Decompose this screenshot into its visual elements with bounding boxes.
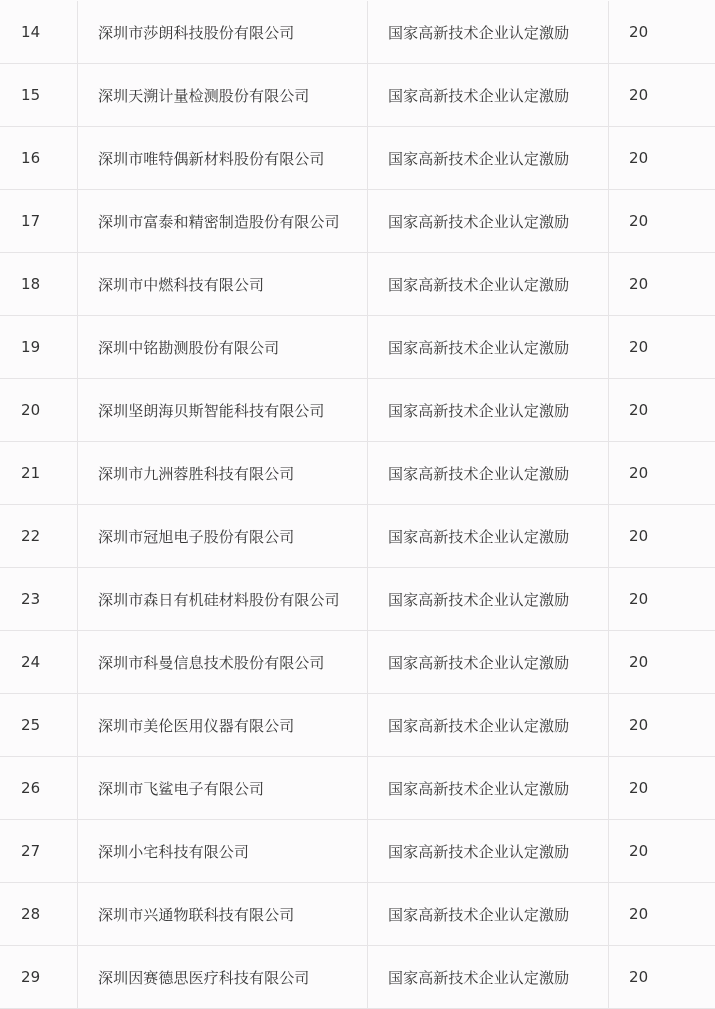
company-name-cell: 深圳市九洲蓉胜科技有限公司 [77, 442, 367, 504]
table-row [0, 1, 715, 64]
company-name-cell: 深圳因赛德思医疗科技有限公司 [77, 946, 367, 1008]
table-row [0, 757, 715, 820]
company-name-cell: 深圳中铭勘测股份有限公司 [77, 316, 367, 378]
row-number-cell: 23 [21, 590, 41, 608]
table-row [0, 64, 715, 127]
award-reason-cell: 国家高新技术企业认定激励 [367, 379, 608, 441]
award-reason-cell: 国家高新技术企业认定激励 [367, 946, 608, 1008]
amount-cell: 20 [608, 379, 715, 441]
row-number-cell: 22 [21, 527, 41, 545]
company-name-cell: 深圳天溯计量检测股份有限公司 [77, 64, 367, 126]
amount-cell: 20 [608, 190, 715, 252]
table-row [0, 442, 715, 505]
award-reason-cell: 国家高新技术企业认定激励 [367, 316, 608, 378]
company-name-cell: 深圳坚朗海贝斯智能科技有限公司 [77, 379, 367, 441]
award-reason-cell: 国家高新技术企业认定激励 [367, 190, 608, 252]
amount-cell: 20 [608, 694, 715, 756]
table-row [0, 820, 715, 883]
row-number-cell: 18 [21, 275, 41, 293]
award-reason-cell: 国家高新技术企业认定激励 [367, 1, 608, 63]
table-row [0, 946, 715, 1009]
row-number-cell: 15 [21, 86, 41, 104]
table-row [0, 505, 715, 568]
company-name-cell: 深圳市兴通物联科技有限公司 [77, 883, 367, 945]
amount-cell: 20 [608, 757, 715, 819]
amount-cell: 20 [608, 946, 715, 1008]
amount-cell: 20 [608, 505, 715, 567]
amount-cell: 20 [608, 568, 715, 630]
table-row [0, 190, 715, 253]
row-number-cell: 29 [21, 968, 41, 986]
row-number-cell: 17 [21, 212, 41, 230]
row-number-cell: 25 [21, 716, 41, 734]
row-number-cell: 19 [21, 338, 41, 356]
company-name-cell: 深圳市莎朗科技股份有限公司 [77, 1, 367, 63]
amount-cell: 20 [608, 631, 715, 693]
company-name-cell: 深圳市冠旭电子股份有限公司 [77, 505, 367, 567]
row-number-cell: 16 [21, 149, 41, 167]
row-number-cell: 21 [21, 464, 41, 482]
table-row [0, 883, 715, 946]
amount-cell: 20 [608, 316, 715, 378]
company-name-cell: 深圳市美伦医用仪器有限公司 [77, 694, 367, 756]
table-row [0, 379, 715, 442]
amount-cell: 20 [608, 1, 715, 63]
award-reason-cell: 国家高新技术企业认定激励 [367, 64, 608, 126]
award-reason-cell: 国家高新技术企业认定激励 [367, 442, 608, 504]
row-number-cell: 20 [21, 401, 41, 419]
row-number-cell: 14 [21, 23, 41, 41]
award-reason-cell: 国家高新技术企业认定激励 [367, 127, 608, 189]
table-row [0, 316, 715, 379]
table-row [0, 127, 715, 190]
award-reason-cell: 国家高新技术企业认定激励 [367, 820, 608, 882]
award-reason-cell: 国家高新技术企业认定激励 [367, 883, 608, 945]
company-name-cell: 深圳市唯特偶新材料股份有限公司 [77, 127, 367, 189]
row-number-cell: 28 [21, 905, 41, 923]
amount-cell: 20 [608, 442, 715, 504]
row-number-cell: 27 [21, 842, 41, 860]
award-reason-cell: 国家高新技术企业认定激励 [367, 757, 608, 819]
award-reason-cell: 国家高新技术企业认定激励 [367, 505, 608, 567]
company-name-cell: 深圳市中燃科技有限公司 [77, 253, 367, 315]
amount-cell: 20 [608, 253, 715, 315]
award-reason-cell: 国家高新技术企业认定激励 [367, 253, 608, 315]
award-reason-cell: 国家高新技术企业认定激励 [367, 631, 608, 693]
company-name-cell: 深圳市森日有机硅材料股份有限公司 [77, 568, 367, 630]
company-name-cell: 深圳市富泰和精密制造股份有限公司 [77, 190, 367, 252]
award-reason-cell: 国家高新技术企业认定激励 [367, 694, 608, 756]
amount-cell: 20 [608, 127, 715, 189]
table-row [0, 253, 715, 316]
row-number-cell: 24 [21, 653, 41, 671]
company-name-cell: 深圳市科曼信息技术股份有限公司 [77, 631, 367, 693]
amount-cell: 20 [608, 820, 715, 882]
row-number-cell: 26 [21, 779, 41, 797]
table-row [0, 631, 715, 694]
table-row [0, 694, 715, 757]
table-row [0, 568, 715, 631]
company-name-cell: 深圳市飞鲨电子有限公司 [77, 757, 367, 819]
award-reason-cell: 国家高新技术企业认定激励 [367, 568, 608, 630]
amount-cell: 20 [608, 883, 715, 945]
amount-cell: 20 [608, 64, 715, 126]
company-name-cell: 深圳小宅科技有限公司 [77, 820, 367, 882]
